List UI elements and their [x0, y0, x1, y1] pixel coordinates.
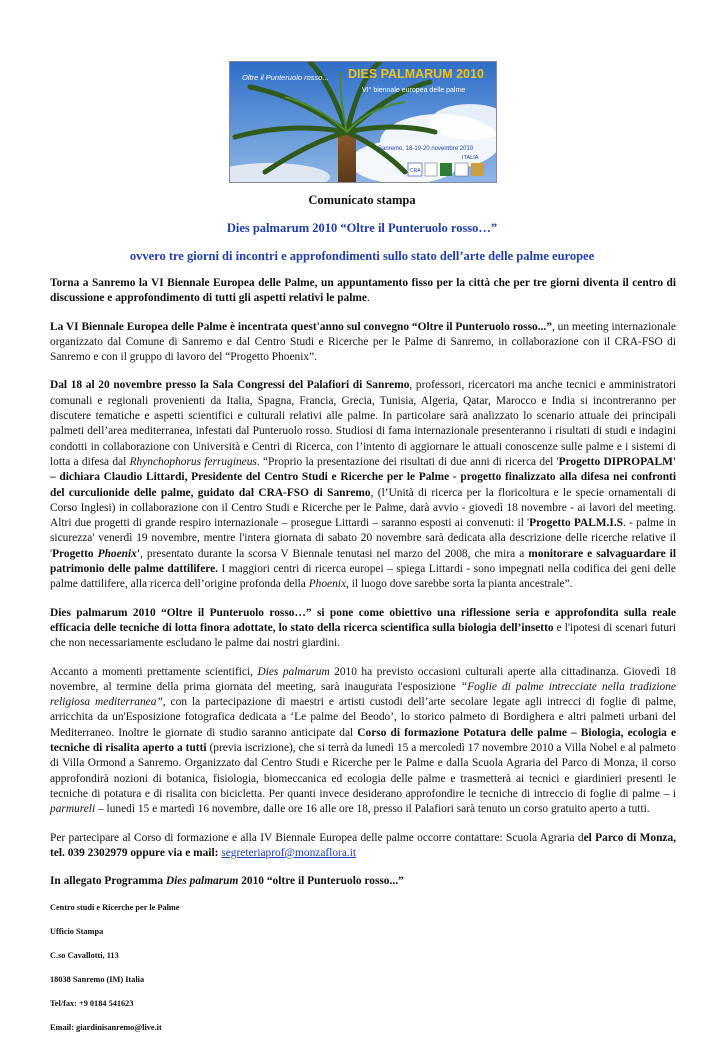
program-italic-1: Rhynchophorus ferrugineus — [129, 455, 257, 468]
attachment-bold-2: 2010 “oltre il Punteruolo rosso...” — [238, 875, 404, 888]
banner-subtitle: VI° biennale europea delle palme — [362, 87, 466, 94]
paragraph-attachment — [50, 874, 676, 889]
convegno-text: , un meeting internazionale organizzato dal Comune di Sanremo e dal Centro Studi e Ricerche per le Palme di Sanremo, in collaborazione con il CRA-FSO di Sanremo e con il gruppo di lavoro del “Progetto Phoenix”. — [50, 320, 676, 364]
document-title: Comunicato stampa — [308, 193, 416, 207]
banner-tagline: Oltre il Punteruolo rosso... — [242, 73, 329, 82]
event-banner-image — [229, 61, 497, 183]
cultural-text-5: – lunedì 15 e martedì 16 novembre, dalle ore 16 alle ore 18, presso il Palafiori sarà tenuto un corso gratuito aperto a tutti. — [95, 803, 650, 816]
logo-sponsor — [471, 163, 484, 176]
email-link[interactable]: segreteriaprof@monzaflora.it — [221, 846, 357, 859]
cultural-italic-1: Dies palmarum — [257, 665, 330, 678]
paragraph-objective — [50, 606, 676, 652]
logo-green — [440, 163, 452, 176]
logo-municipal — [425, 163, 437, 176]
banner-country: ITALIA — [462, 155, 479, 161]
cultural-italic-3: parmureli — [50, 803, 96, 816]
program-text-1: , professori, ricercatori ma anche tecnici e amministratori comunali e regionali provenienti da Italia, Spagna, Francia, Grecia, Tunisia, Algeria, Qatar, Marocco e India si incontreranno per discutere tematiche e aspetti scientifici e culturali relativi alle palme. In particolare sarà analizzato lo scenario attuale dei principali palmeti dell’area mediterranea, infestati dal Punteruolo rosso. Studiosi di fama internazionale presenteranno i risultati di studi e indagini condotti in collaborazione con Università e Centri di Ricerca, con l’intento di aggiornare le attuali conoscenze sulle palme e i sistemi di lotta a difesa dal — [50, 379, 676, 468]
paragraph-cultural — [50, 665, 676, 818]
program-text-2: . “Proprio la presentazione dei risultati di due anni di ricerca del ' — [256, 455, 559, 468]
press-release-body — [50, 276, 676, 1046]
banner-event-title: DIES PALMARUM 2010 — [348, 67, 484, 81]
objective-text: e l'ipotesi di scenari futuri che non necessariamente escludano le palme dai nostri giardini. — [50, 621, 676, 650]
cultural-text-4: (previa iscrizione), che si terrà da lunedì 15 a mercoledì 17 novembre 2010 a Villa Nobel e al palmeto di Villa Ormond a Sanremo. Organizzato dal Centro Studi e Ricerche per le Palme e dalla Scuola Agraria del Parco di Monza, il corso approfondirà nozioni di botanica, fisiologia, biomeccanica ed ecologia delle palme e trasmetterà ai tecnici e giardinieri presenti le tecniche di potatura e di risalita con bicicletta. Per quanti invece desiderano approfondire le tecniche di intreccio di foglie di palme – i — [50, 742, 676, 800]
convegno-bold: La VI Biennale Europea delle Palme è incentrata quest'anno sul convegno “Oltre il Punteruolo rosso...” — [50, 320, 552, 333]
program-text-4: . - palme in sicurezza' venerdì 19 novembre, mentre l'intera giornata di sabato 20 novembre sarà dedicata alla descrizione delle ricerche relative il ' — [50, 517, 676, 560]
paragraph-contact — [50, 831, 676, 862]
program-italic-2: Phoenix — [308, 578, 347, 591]
banner-graphic — [230, 62, 496, 182]
program-bold-4: Progetto — [52, 547, 98, 560]
intro-bold: Torna a Sanremo la VI Biennale Europea delle Palme, un appuntamento fisso per la città che per tre giorni diventa il centro di discussione e approfondimento di tutti gli aspetti relativi le palme — [50, 277, 676, 305]
program-text-6: I maggiori centri di ricerca europei – spiega Littardi - sono impegnati nella codifica dei geni delle palme dattilifere, alla ricerca dell’origine profonda della — [50, 563, 676, 591]
cultural-text-2: 2010 ha previsto occasioni culturali aperte alla cittadinanza. Giovedì 18 novembre, al termine della prima giornata del meeting, sarà inaugurata l'esposizione — [50, 665, 676, 693]
cultural-italic-2: “Foglie di palme intrecciate nella tradizione religiosa mediterranea” — [50, 680, 676, 709]
program-bold-5: ' — [136, 547, 141, 560]
subheadline: ovvero tre giorni di incontri e approfondimenti sullo stato dell’arte delle palme europee — [129, 249, 595, 263]
program-bold-3: Progetto PALM.I.S — [529, 517, 624, 530]
headline: Dies palmarum 2010 “Oltre il Punteruolo rosso…” — [226, 221, 498, 235]
contact-city: 18038 Sanremo (IM) Italia — [50, 975, 145, 985]
contact-email: Email: giardinisanremo@live.it — [50, 1023, 162, 1033]
contact-organization: Centro studi e Ricerche per le Palme — [50, 903, 180, 913]
program-bold-6: monitorare e salvaguardare il patrimonio delle palme dattilifere. — [50, 547, 676, 576]
attachment-bold-1: In allegato Programma — [50, 875, 166, 888]
paragraph-intro — [50, 276, 676, 307]
logo-partner — [455, 163, 468, 176]
cultural-text-3: , con la partecipazione di maestri e artisti custodi dell’arte secolare legate agli intrecci di foglie di palme, arricchita da un'Esposizione fotografica dedicata a ‘Le palme del Beodo’, lo storico palmeto di Bordighera e altri palmeti urbani del Mediterraneo. Inoltre le giornate di studio saranno anticipate dal — [50, 696, 676, 739]
objective-bold: Dies palmarum 2010 “Oltre il Punteruolo rosso…” si pone come obiettivo una riflessione seria e approfondita sulla reale efficacia delle tecniche di lotta finora adottate, lo stato della ricerca scientifica sulla biologia dell’insetto — [50, 606, 676, 634]
program-bold-2: Progetto DIPROPALM' – dichiara Claudio Littardi, Presidente del Centro Studi e Ricerche per le Palme - progetto finalizzato alla difesa nei confronti del curculionide delle palme, guidato dal CRA-FSO di Sanremo — [50, 455, 676, 499]
program-bold-italic-1: Phoenix — [97, 547, 137, 560]
paragraph-convegno — [50, 320, 676, 366]
intro-end: . — [366, 292, 370, 305]
program-text-3: , (l’Unità di ricerca per la floricoltura e le specie ornamentali di Corso Inglesi) in collaborazione con il Centro Studi e Ricerche per le Palme, darà avvio - giovedì 18 novembre - ai lavori del meeting. Altri due progetti di grande respiro internazionale – prosegue Littardi – saranno esposti ai convenuti: il ' — [50, 486, 676, 530]
contact-bold-1: el Parco di Monza, tel. 039 2302979 oppure via e mail: — [50, 831, 677, 859]
program-text-7: , il luogo dove sarebbe sorta la pianta ancestrale”. — [346, 578, 573, 591]
contact-address: C.so Cavallotti, 113 — [50, 951, 119, 961]
logo-cra-text: CRA — [410, 168, 421, 174]
contact-phone: Tel/fax: +9 0184 541623 — [50, 999, 134, 1009]
banner-dates: Sanremo, 18-19-20 novembre 2010 — [378, 146, 474, 152]
cultural-bold-1: Corso di formazione Potatura delle palme – Biologia, ecologia e tecniche di risalita aperto a tutti — [50, 726, 676, 755]
program-text-5: , presentato durante la scorsa V Biennale tenutasi nel marzo del 2008, che mira a — [140, 547, 529, 560]
contact-text-1: Per partecipare al Corso di formazione e alla IV Biennale Europea delle palme occorre contattare: Scuola Agraria d — [50, 831, 584, 844]
cultural-text-1: Accanto a momenti prettamente scientifici, — [50, 665, 258, 678]
contact-office: Ufficio Stampa — [50, 927, 104, 937]
attachment-bold-italic: Dies palmarum — [165, 875, 239, 888]
program-bold-1: Dal 18 al 20 novembre presso la Sala Congressi del Palafiori di Sanremo — [50, 379, 410, 392]
paragraph-program — [50, 378, 676, 592]
